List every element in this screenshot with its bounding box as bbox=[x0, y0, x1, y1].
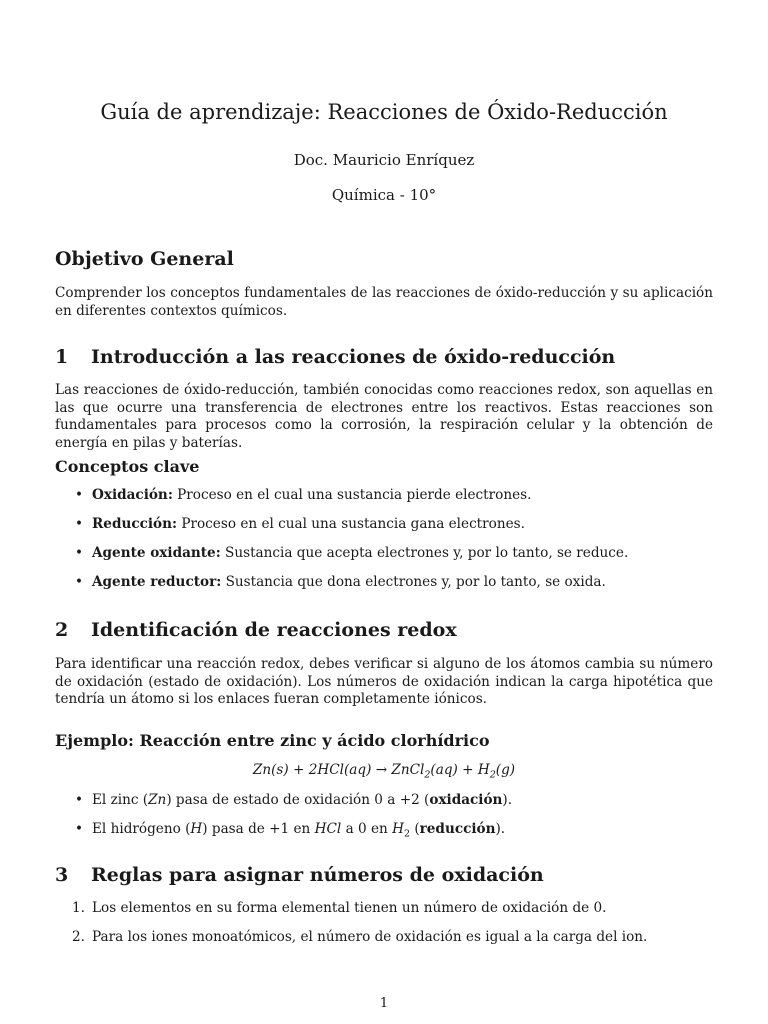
text: ) pasa de estado de oxidación 0 a +2 ( bbox=[166, 792, 430, 808]
text: ). bbox=[495, 821, 506, 837]
objective-text: Comprender los conceptos fundamentales de las reacciones de óxido-reducción y su aplicación en diferentes contextos químicos. bbox=[55, 285, 713, 319]
example-list bbox=[55, 792, 713, 855]
section-1-heading bbox=[55, 346, 615, 368]
section-1-text: Las reacciones de óxido-reducción, también conocidas como reacciones redox, son aquellas en las que ocurre una transferencia de electrones entre los reactivos. Estas reacciones son fundamentales para procesos como la corrosión, la respiración celular y la obtención de energía en pilas y baterías. bbox=[55, 382, 713, 451]
objective-heading: Objetivo General bbox=[55, 248, 234, 270]
concept-desc: Sustancia que dona electrones y, por lo tanto, se oxida. bbox=[221, 574, 606, 590]
eq-reactants: Zn(s) + 2HCl(aq) bbox=[252, 762, 376, 778]
concept-term: Agente oxidante: bbox=[92, 545, 221, 561]
section-number: 2 bbox=[55, 619, 69, 641]
concept-term: Reducción: bbox=[92, 516, 178, 532]
section-2-heading bbox=[55, 619, 457, 641]
emphasis: oxidación bbox=[429, 792, 503, 808]
section-2-text: Para identificar una reacción redox, debes verificar si alguno de los átomos cambia su número de oxidación (estado de oxidación). Los números de oxidación indican la carga hipotética que tendría un átomo si los enlaces fueran completamente iónicos. bbox=[55, 656, 713, 707]
eq-subscript: 2 bbox=[424, 769, 431, 781]
concept-desc: Proceso en el cual una sustancia pierde electrones. bbox=[172, 487, 532, 503]
emphasis: reducción bbox=[419, 821, 496, 837]
text: a 0 en bbox=[341, 821, 393, 837]
reaction-equation bbox=[55, 762, 713, 781]
text: El hidrógeno ( bbox=[92, 821, 191, 837]
eq-state: (g) bbox=[495, 762, 516, 778]
list-number: 1. bbox=[72, 900, 85, 916]
text: ). bbox=[502, 792, 513, 808]
list-number: 2. bbox=[72, 929, 85, 945]
document-title: Guía de aprendizaje: Reacciones de Óxido-Reducción bbox=[100, 100, 668, 124]
text: ( bbox=[410, 821, 420, 837]
document-author: Doc. Mauricio Enríquez bbox=[293, 151, 475, 169]
rule-text: Los elementos en su forma elemental tienen un número de oxidación de 0. bbox=[92, 900, 607, 916]
concept-desc: Proceso en el cual una sustancia gana electrones. bbox=[177, 516, 525, 532]
symbol: H bbox=[190, 821, 203, 837]
list-item bbox=[55, 545, 713, 563]
subscript: 2 bbox=[403, 828, 410, 840]
list-item bbox=[55, 792, 713, 810]
concept-term: Agente reductor: bbox=[92, 574, 222, 590]
list-item bbox=[55, 900, 713, 918]
document-course: Química - 10° bbox=[331, 186, 437, 204]
section-3-heading bbox=[55, 864, 544, 886]
text: ) pasa de +1 en bbox=[202, 821, 315, 837]
concepts-subheading: Conceptos clave bbox=[55, 457, 200, 476]
rule-text: Para los iones monoatómicos, el número de oxidación es igual a la carga del ion. bbox=[92, 929, 648, 945]
section-title: Reglas para asignar números de oxidación bbox=[91, 864, 544, 886]
list-item bbox=[55, 487, 713, 505]
list-item bbox=[55, 574, 713, 592]
example-subheading: Ejemplo: Reacción entre zinc y ácido clorhídrico bbox=[55, 731, 490, 750]
section-number: 3 bbox=[55, 864, 69, 886]
eq-product-1: ZnCl bbox=[387, 762, 425, 778]
rules-list bbox=[55, 900, 713, 958]
eq-product-2: (aq) + H bbox=[430, 762, 490, 778]
list-item bbox=[55, 821, 713, 843]
eq-arrow: → bbox=[375, 762, 388, 778]
page-number: 1 bbox=[379, 996, 389, 1011]
eq-subscript: 2 bbox=[489, 769, 496, 781]
concepts-list bbox=[55, 487, 713, 603]
list-item bbox=[55, 929, 713, 947]
symbol: HCl bbox=[314, 821, 342, 837]
symbol: Zn bbox=[148, 792, 167, 808]
text: El zinc ( bbox=[92, 792, 149, 808]
section-title: Identificación de reacciones redox bbox=[91, 619, 457, 641]
symbol: H bbox=[392, 821, 404, 837]
list-item bbox=[55, 516, 713, 534]
section-title: Introducción a las reacciones de óxido-reducción bbox=[91, 346, 616, 368]
concept-term: Oxidación: bbox=[92, 487, 173, 503]
section-number: 1 bbox=[55, 346, 69, 368]
concept-desc: Sustancia que acepta electrones y, por lo tanto, se reduce. bbox=[220, 545, 629, 561]
